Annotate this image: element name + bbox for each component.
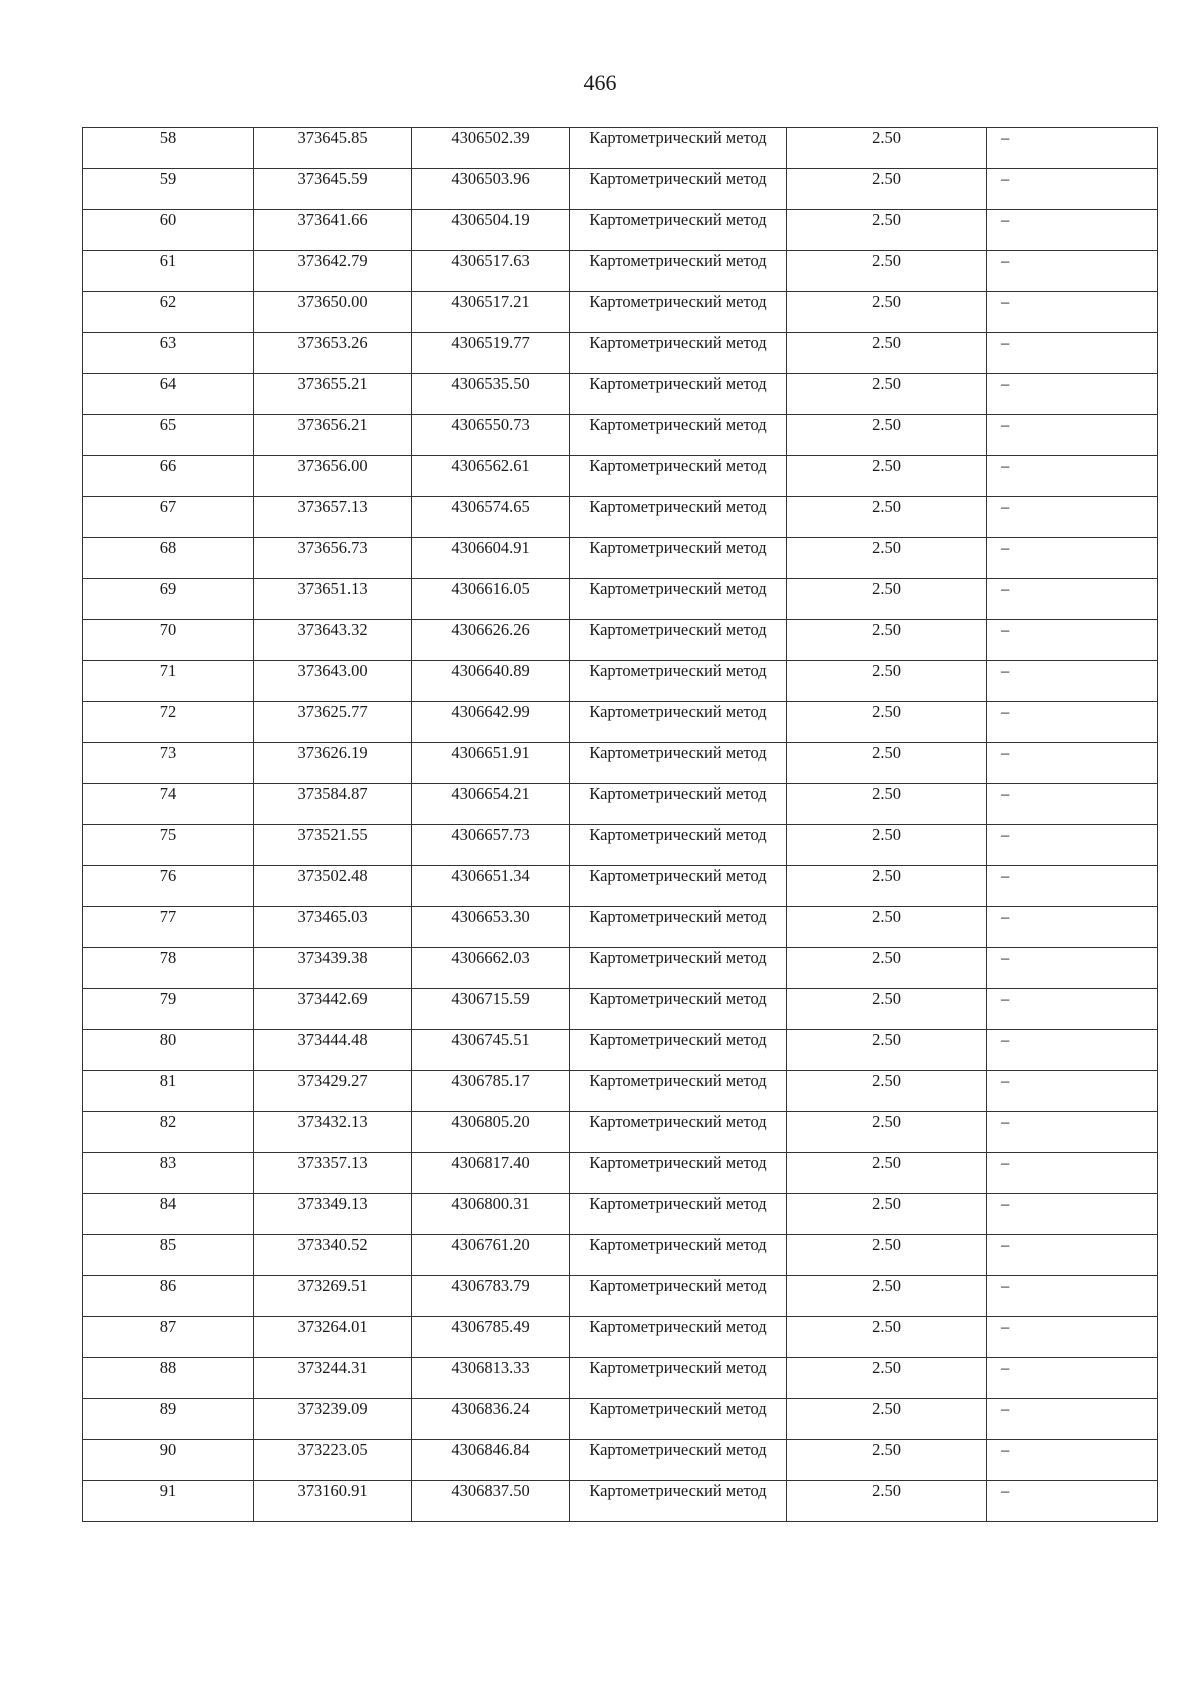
point-number-cell: 67 xyxy=(83,497,254,538)
x-coordinate-cell: 373444.48 xyxy=(254,1030,412,1071)
x-coordinate-cell: 373357.13 xyxy=(254,1153,412,1194)
method-cell: Картометрический метод xyxy=(570,743,787,784)
y-coordinate-cell: 4306836.24 xyxy=(412,1399,570,1440)
point-number-cell: 69 xyxy=(83,579,254,620)
note-cell: – xyxy=(987,456,1158,497)
note-cell: – xyxy=(987,989,1158,1030)
y-coordinate-cell: 4306783.79 xyxy=(412,1276,570,1317)
table-row xyxy=(83,374,1158,415)
table-row xyxy=(83,415,1158,456)
method-cell: Картометрический метод xyxy=(570,784,787,825)
note-cell: – xyxy=(987,1153,1158,1194)
accuracy-cell: 2.50 xyxy=(787,784,987,825)
y-coordinate-cell: 4306640.89 xyxy=(412,661,570,702)
table-row xyxy=(83,948,1158,989)
note-cell: – xyxy=(987,661,1158,702)
accuracy-cell: 2.50 xyxy=(787,538,987,579)
x-coordinate-cell: 373657.13 xyxy=(254,497,412,538)
table-row xyxy=(83,620,1158,661)
table-row xyxy=(83,825,1158,866)
y-coordinate-cell: 4306785.17 xyxy=(412,1071,570,1112)
note-cell: – xyxy=(987,1317,1158,1358)
y-coordinate-cell: 4306817.40 xyxy=(412,1153,570,1194)
y-coordinate-cell: 4306654.21 xyxy=(412,784,570,825)
note-cell: – xyxy=(987,579,1158,620)
note-cell: – xyxy=(987,374,1158,415)
y-coordinate-cell: 4306504.19 xyxy=(412,210,570,251)
x-coordinate-cell: 373223.05 xyxy=(254,1440,412,1481)
point-number-cell: 76 xyxy=(83,866,254,907)
point-number-cell: 60 xyxy=(83,210,254,251)
page-number: 466 xyxy=(583,70,617,95)
point-number-cell: 62 xyxy=(83,292,254,333)
table-row xyxy=(83,661,1158,702)
table-row xyxy=(83,1071,1158,1112)
accuracy-cell: 2.50 xyxy=(787,415,987,456)
y-coordinate-cell: 4306562.61 xyxy=(412,456,570,497)
method-cell: Картометрический метод xyxy=(570,866,787,907)
y-coordinate-cell: 4306657.73 xyxy=(412,825,570,866)
method-cell: Картометрический метод xyxy=(570,989,787,1030)
note-cell: – xyxy=(987,948,1158,989)
table-row xyxy=(83,1358,1158,1399)
method-cell: Картометрический метод xyxy=(570,702,787,743)
method-cell: Картометрический метод xyxy=(570,1276,787,1317)
table-row xyxy=(83,866,1158,907)
note-cell: – xyxy=(987,497,1158,538)
method-cell: Картометрический метод xyxy=(570,1235,787,1276)
method-cell: Картометрический метод xyxy=(570,579,787,620)
x-coordinate-cell: 373432.13 xyxy=(254,1112,412,1153)
y-coordinate-cell: 4306517.21 xyxy=(412,292,570,333)
y-coordinate-cell: 4306550.73 xyxy=(412,415,570,456)
accuracy-cell: 2.50 xyxy=(787,825,987,866)
point-number-cell: 86 xyxy=(83,1276,254,1317)
method-cell: Картометрический метод xyxy=(570,1481,787,1522)
y-coordinate-cell: 4306715.59 xyxy=(412,989,570,1030)
method-cell: Картометрический метод xyxy=(570,456,787,497)
table-row xyxy=(83,907,1158,948)
table-row xyxy=(83,169,1158,210)
method-cell: Картометрический метод xyxy=(570,1112,787,1153)
note-cell: – xyxy=(987,292,1158,333)
table-row xyxy=(83,1112,1158,1153)
note-cell: – xyxy=(987,333,1158,374)
point-number-cell: 83 xyxy=(83,1153,254,1194)
table-row xyxy=(83,333,1158,374)
point-number-cell: 82 xyxy=(83,1112,254,1153)
table-row xyxy=(83,1317,1158,1358)
accuracy-cell: 2.50 xyxy=(787,374,987,415)
method-cell: Картометрический метод xyxy=(570,1030,787,1071)
x-coordinate-cell: 373656.73 xyxy=(254,538,412,579)
table-row xyxy=(83,1276,1158,1317)
table-row xyxy=(83,1399,1158,1440)
x-coordinate-cell: 373645.85 xyxy=(254,128,412,169)
point-number-cell: 77 xyxy=(83,907,254,948)
x-coordinate-cell: 373641.66 xyxy=(254,210,412,251)
note-cell: – xyxy=(987,1358,1158,1399)
accuracy-cell: 2.50 xyxy=(787,497,987,538)
y-coordinate-cell: 4306761.20 xyxy=(412,1235,570,1276)
y-coordinate-cell: 4306745.51 xyxy=(412,1030,570,1071)
table-row xyxy=(83,210,1158,251)
y-coordinate-cell: 4306846.84 xyxy=(412,1440,570,1481)
y-coordinate-cell: 4306800.31 xyxy=(412,1194,570,1235)
point-number-cell: 80 xyxy=(83,1030,254,1071)
point-number-cell: 71 xyxy=(83,661,254,702)
x-coordinate-cell: 373656.21 xyxy=(254,415,412,456)
x-coordinate-cell: 373442.69 xyxy=(254,989,412,1030)
x-coordinate-cell: 373653.26 xyxy=(254,333,412,374)
note-cell: – xyxy=(987,1071,1158,1112)
x-coordinate-cell: 373626.19 xyxy=(254,743,412,784)
method-cell: Картометрический метод xyxy=(570,1153,787,1194)
x-coordinate-cell: 373651.13 xyxy=(254,579,412,620)
note-cell: – xyxy=(987,210,1158,251)
x-coordinate-cell: 373645.59 xyxy=(254,169,412,210)
y-coordinate-cell: 4306626.26 xyxy=(412,620,570,661)
method-cell: Картометрический метод xyxy=(570,620,787,661)
accuracy-cell: 2.50 xyxy=(787,128,987,169)
y-coordinate-cell: 4306517.63 xyxy=(412,251,570,292)
y-coordinate-cell: 4306651.91 xyxy=(412,743,570,784)
point-number-cell: 61 xyxy=(83,251,254,292)
y-coordinate-cell: 4306519.77 xyxy=(412,333,570,374)
y-coordinate-cell: 4306653.30 xyxy=(412,907,570,948)
method-cell: Картометрический метод xyxy=(570,210,787,251)
table-row xyxy=(83,702,1158,743)
note-cell: – xyxy=(987,1112,1158,1153)
accuracy-cell: 2.50 xyxy=(787,456,987,497)
method-cell: Картометрический метод xyxy=(570,661,787,702)
y-coordinate-cell: 4306535.50 xyxy=(412,374,570,415)
accuracy-cell: 2.50 xyxy=(787,210,987,251)
y-coordinate-cell: 4306574.65 xyxy=(412,497,570,538)
accuracy-cell: 2.50 xyxy=(787,866,987,907)
point-number-cell: 88 xyxy=(83,1358,254,1399)
accuracy-cell: 2.50 xyxy=(787,1440,987,1481)
point-number-cell: 87 xyxy=(83,1317,254,1358)
accuracy-cell: 2.50 xyxy=(787,1276,987,1317)
accuracy-cell: 2.50 xyxy=(787,169,987,210)
x-coordinate-cell: 373160.91 xyxy=(254,1481,412,1522)
accuracy-cell: 2.50 xyxy=(787,1399,987,1440)
method-cell: Картометрический метод xyxy=(570,1358,787,1399)
note-cell: – xyxy=(987,620,1158,661)
method-cell: Картометрический метод xyxy=(570,1399,787,1440)
method-cell: Картометрический метод xyxy=(570,128,787,169)
accuracy-cell: 2.50 xyxy=(787,1153,987,1194)
point-number-cell: 91 xyxy=(83,1481,254,1522)
x-coordinate-cell: 373643.00 xyxy=(254,661,412,702)
point-number-cell: 75 xyxy=(83,825,254,866)
table-row xyxy=(83,1235,1158,1276)
y-coordinate-cell: 4306604.91 xyxy=(412,538,570,579)
y-coordinate-cell: 4306651.34 xyxy=(412,866,570,907)
method-cell: Картометрический метод xyxy=(570,169,787,210)
point-number-cell: 73 xyxy=(83,743,254,784)
method-cell: Картометрический метод xyxy=(570,538,787,579)
note-cell: – xyxy=(987,1481,1158,1522)
point-number-cell: 66 xyxy=(83,456,254,497)
note-cell: – xyxy=(987,538,1158,579)
table-row xyxy=(83,1194,1158,1235)
method-cell: Картометрический метод xyxy=(570,907,787,948)
x-coordinate-cell: 373521.55 xyxy=(254,825,412,866)
table-row xyxy=(83,292,1158,333)
x-coordinate-cell: 373239.09 xyxy=(254,1399,412,1440)
x-coordinate-cell: 373264.01 xyxy=(254,1317,412,1358)
note-cell: – xyxy=(987,825,1158,866)
x-coordinate-cell: 373584.87 xyxy=(254,784,412,825)
point-number-cell: 78 xyxy=(83,948,254,989)
accuracy-cell: 2.50 xyxy=(787,1194,987,1235)
coordinates-table xyxy=(82,127,1158,1522)
accuracy-cell: 2.50 xyxy=(787,907,987,948)
y-coordinate-cell: 4306502.39 xyxy=(412,128,570,169)
x-coordinate-cell: 373439.38 xyxy=(254,948,412,989)
point-number-cell: 90 xyxy=(83,1440,254,1481)
accuracy-cell: 2.50 xyxy=(787,620,987,661)
y-coordinate-cell: 4306616.05 xyxy=(412,579,570,620)
table-row xyxy=(83,784,1158,825)
x-coordinate-cell: 373429.27 xyxy=(254,1071,412,1112)
point-number-cell: 74 xyxy=(83,784,254,825)
note-cell: – xyxy=(987,415,1158,456)
y-coordinate-cell: 4306503.96 xyxy=(412,169,570,210)
accuracy-cell: 2.50 xyxy=(787,1481,987,1522)
method-cell: Картометрический метод xyxy=(570,1440,787,1481)
method-cell: Картометрический метод xyxy=(570,497,787,538)
accuracy-cell: 2.50 xyxy=(787,702,987,743)
x-coordinate-cell: 373656.00 xyxy=(254,456,412,497)
x-coordinate-cell: 373349.13 xyxy=(254,1194,412,1235)
point-number-cell: 79 xyxy=(83,989,254,1030)
accuracy-cell: 2.50 xyxy=(787,292,987,333)
accuracy-cell: 2.50 xyxy=(787,989,987,1030)
method-cell: Картометрический метод xyxy=(570,374,787,415)
accuracy-cell: 2.50 xyxy=(787,1112,987,1153)
x-coordinate-cell: 373643.32 xyxy=(254,620,412,661)
y-coordinate-cell: 4306785.49 xyxy=(412,1317,570,1358)
accuracy-cell: 2.50 xyxy=(787,1358,987,1399)
point-number-cell: 72 xyxy=(83,702,254,743)
x-coordinate-cell: 373244.31 xyxy=(254,1358,412,1399)
accuracy-cell: 2.50 xyxy=(787,251,987,292)
coordinates-table-body xyxy=(83,128,1158,1522)
x-coordinate-cell: 373465.03 xyxy=(254,907,412,948)
note-cell: – xyxy=(987,702,1158,743)
accuracy-cell: 2.50 xyxy=(787,1317,987,1358)
note-cell: – xyxy=(987,1030,1158,1071)
y-coordinate-cell: 4306805.20 xyxy=(412,1112,570,1153)
x-coordinate-cell: 373642.79 xyxy=(254,251,412,292)
point-number-cell: 63 xyxy=(83,333,254,374)
point-number-cell: 64 xyxy=(83,374,254,415)
note-cell: – xyxy=(987,251,1158,292)
note-cell: – xyxy=(987,1235,1158,1276)
table-row xyxy=(83,538,1158,579)
point-number-cell: 68 xyxy=(83,538,254,579)
note-cell: – xyxy=(987,866,1158,907)
note-cell: – xyxy=(987,1399,1158,1440)
accuracy-cell: 2.50 xyxy=(787,333,987,374)
note-cell: – xyxy=(987,1276,1158,1317)
table-row xyxy=(83,497,1158,538)
point-number-cell: 65 xyxy=(83,415,254,456)
method-cell: Картометрический метод xyxy=(570,948,787,989)
point-number-cell: 85 xyxy=(83,1235,254,1276)
y-coordinate-cell: 4306642.99 xyxy=(412,702,570,743)
note-cell: – xyxy=(987,1194,1158,1235)
table-row xyxy=(83,1481,1158,1522)
table-row xyxy=(83,456,1158,497)
point-number-cell: 81 xyxy=(83,1071,254,1112)
y-coordinate-cell: 4306813.33 xyxy=(412,1358,570,1399)
accuracy-cell: 2.50 xyxy=(787,1235,987,1276)
accuracy-cell: 2.50 xyxy=(787,1030,987,1071)
table-row xyxy=(83,128,1158,169)
method-cell: Картометрический метод xyxy=(570,333,787,374)
note-cell: – xyxy=(987,743,1158,784)
x-coordinate-cell: 373340.52 xyxy=(254,1235,412,1276)
accuracy-cell: 2.50 xyxy=(787,579,987,620)
table-row xyxy=(83,989,1158,1030)
method-cell: Картометрический метод xyxy=(570,292,787,333)
note-cell: – xyxy=(987,169,1158,210)
note-cell: – xyxy=(987,1440,1158,1481)
table-row xyxy=(83,1440,1158,1481)
point-number-cell: 84 xyxy=(83,1194,254,1235)
y-coordinate-cell: 4306837.50 xyxy=(412,1481,570,1522)
method-cell: Картометрический метод xyxy=(570,1194,787,1235)
x-coordinate-cell: 373502.48 xyxy=(254,866,412,907)
accuracy-cell: 2.50 xyxy=(787,948,987,989)
table-row xyxy=(83,579,1158,620)
point-number-cell: 59 xyxy=(83,169,254,210)
method-cell: Картометрический метод xyxy=(570,251,787,292)
method-cell: Картометрический метод xyxy=(570,825,787,866)
note-cell: – xyxy=(987,784,1158,825)
accuracy-cell: 2.50 xyxy=(787,1071,987,1112)
x-coordinate-cell: 373650.00 xyxy=(254,292,412,333)
table-row xyxy=(83,743,1158,784)
x-coordinate-cell: 373269.51 xyxy=(254,1276,412,1317)
accuracy-cell: 2.50 xyxy=(787,661,987,702)
note-cell: – xyxy=(987,907,1158,948)
x-coordinate-cell: 373625.77 xyxy=(254,702,412,743)
method-cell: Картометрический метод xyxy=(570,415,787,456)
method-cell: Картометрический метод xyxy=(570,1071,787,1112)
method-cell: Картометрический метод xyxy=(570,1317,787,1358)
point-number-cell: 89 xyxy=(83,1399,254,1440)
note-cell: – xyxy=(987,128,1158,169)
point-number-cell: 70 xyxy=(83,620,254,661)
table-row xyxy=(83,251,1158,292)
point-number-cell: 58 xyxy=(83,128,254,169)
y-coordinate-cell: 4306662.03 xyxy=(412,948,570,989)
table-row xyxy=(83,1030,1158,1071)
x-coordinate-cell: 373655.21 xyxy=(254,374,412,415)
table-row xyxy=(83,1153,1158,1194)
accuracy-cell: 2.50 xyxy=(787,743,987,784)
